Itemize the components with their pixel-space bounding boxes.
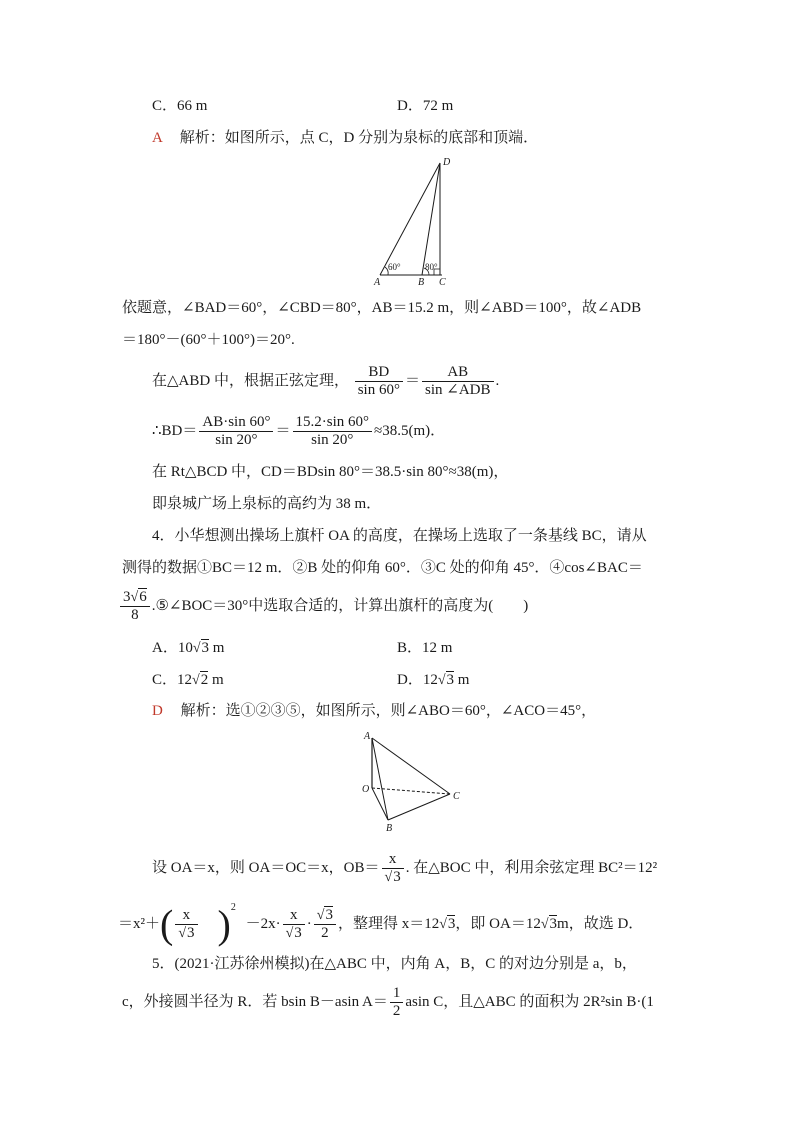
paren-right: ) [217,901,231,947]
paren-left: ( [160,901,174,947]
denominator: sin 20° [215,432,258,449]
option-c: C．66 m [152,98,208,114]
sqrt-sign: √ [178,926,187,942]
sqrt-sign: √ [285,926,294,942]
numerator: BD [355,364,403,382]
radicand: 3 [446,672,455,688]
sine-law-line: 在△ABD 中，根据正弦定理， $\frac{BD}{\sin 60^\circ}$ ＝ $\frac{AB}{\text{sin ∠ADB}}$ . [152,364,500,399]
q5-line-2 [122,982,654,1022]
bd-line: ∴BD＝ $\frac{AB\cdot\sin 60^\circ}{\sin 20^\circ}$ ＝ $\frac{15.2\cdot\sin 60^\circ}{\sin 20^\circ}$ ≈38.5(m)． [152,414,446,449]
denominator: sin 60° [357,382,400,399]
radicand: 3 [187,925,195,942]
set-lead: 设 OA＝x，则 OA＝OC＝x，OB＝ [152,860,380,876]
radicand: 3 [549,916,558,932]
q4-stem-3 [118,586,528,626]
radicand: 3 [325,907,333,924]
q4-option-d [397,670,469,691]
sqrt-sign: √ [130,590,139,606]
denominator: 2 [321,925,329,942]
unit: m [457,672,470,688]
eq-lead: ＝x²＋ [118,916,160,932]
q4-equation-line: ＝x²＋( $\frac{x}{√3}$ )$^2$ －2x· $\frac{x}{√3}$ · $\frac{√3}{2}$ ，整理得 x＝12√3，即 OA＝12√3m，故选 D． [118,901,644,947]
unit: m [211,672,224,688]
sqrt-sign: √ [384,870,393,886]
numerator: x [283,907,305,925]
numerator [314,907,336,925]
denominator: sin 20° [311,432,354,449]
option-label: A．10 [152,640,193,656]
fraction [120,589,150,624]
q5-line-1: 5．(2021·江苏徐州模拟)在△ABC 中，内角 A，B，C 的对边分别是 a，b， [152,956,637,972]
label-B: B [418,277,425,288]
bd-result: ≈38.5(m)． [374,423,446,439]
fraction [382,851,404,886]
conclusion-line: 即泉城广场上泉标的高约为 38 m． [152,496,382,512]
radicand: 3 [393,869,401,886]
q4-option-a [152,638,224,659]
label-C: C [453,791,460,802]
sqrt-sign: √ [540,917,549,932]
label-B: B [386,823,393,834]
coef: 3 [123,589,131,606]
answer-letter: D [152,703,163,719]
option-label: C．12 [152,672,193,688]
fraction [283,907,305,942]
rt-line: 在 Rt△BCD 中，CD＝BDsin 80°＝38.5·sin 80°≈38(m)， [152,464,509,480]
angle-80: 80° [425,262,438,272]
q4-option-c [152,670,224,691]
denominator: sin ∠ADB [425,382,491,399]
analysis-text: ：如图所示，点 C，D 分别为泉标的底部和顶端． [209,130,539,146]
q4-stem-2: 测得的数据①BC＝12 m．②B 处的仰角 60°．③C 处的仰角 45°．④cos∠BAC＝ [122,560,643,576]
label-A: A [374,277,381,288]
eq-tail: m，故选 D． [557,916,644,932]
option-label: D．12 [397,672,438,688]
q4-set-line [152,848,657,888]
denominator [382,869,404,886]
denominator [175,925,197,942]
figure-flagpole-tetrahedron [358,728,468,836]
fraction [175,907,197,942]
numerator: 1 [390,985,404,1003]
analysis-text: ：选①②③⑤，如图所示，则∠ABO＝60°，∠ACO＝45°， [210,703,597,719]
denominator [283,925,305,942]
fraction [390,985,404,1020]
answer-letter: A [152,130,163,146]
eq-tail: ，即 OA＝12 [455,916,541,932]
numerator: AB [422,364,494,382]
bd-lead: ∴BD＝ [152,423,198,439]
given-line-1: 依题意，∠BAD＝60°，∠CBD＝80°，AB＝15.2 m，则∠ABD＝100°，故∠ADB [122,300,642,316]
numerator [120,589,150,607]
analysis-label: 解析 [180,703,211,719]
exponent: 2 [230,902,236,913]
analysis-line [152,128,538,148]
q4-stem-text: .⑤∠BOC＝30°中选取合适的，计算出旗杆的高度为( ) [151,598,529,614]
analysis-label: 解析 [179,130,210,146]
figure-fountain-triangle [370,155,460,290]
fraction [293,414,373,449]
angle-60: 60° [388,262,401,272]
label-C: C [439,277,446,288]
radicand: 3 [447,916,456,932]
q5-text: c，外接圆半径为 R．若 bsin B－asin A＝ [122,994,388,1010]
sine-law-text: 在△ABD 中，根据正弦定理， [152,373,349,389]
sqrt-sign: √ [192,673,200,688]
radicand: 2 [200,672,209,688]
sqrt-sign: √ [316,908,325,924]
q5-text: asin C，且△ABC 的面积为 2R²sin B·(1 [405,994,654,1010]
denominator: 8 [131,607,139,624]
q4-option-b: B．12 m [397,640,453,656]
denominator: 2 [392,1003,401,1020]
numerator: AB·sin 60° [199,414,273,432]
sqrt-sign: √ [192,641,201,656]
q4-analysis-line [152,701,596,721]
option-d: D．72 m [397,98,454,114]
eq-mid: －2x· [245,916,281,932]
fraction [314,907,336,942]
set-tail: . 在△BOC 中，利用余弦定理 BC²＝12² [405,860,658,876]
radicand: 3 [294,925,302,942]
numerator: x [382,851,404,869]
unit: m [212,640,225,656]
numerator: x [175,907,197,925]
label-D: D [443,157,451,168]
label-A: A [364,731,371,742]
numerator: 15.2·sin 60° [293,414,373,432]
radicand: 3 [201,640,210,656]
radicand: 6 [139,589,147,606]
q4-stem-1: 4．小华想测出操场上旗杆 OA 的高度，在操场上选取了一条基线 BC，请从 [152,528,647,544]
sqrt-sign: √ [437,673,446,688]
given-line-2: ＝180°－(60°＋100°)＝20°. [122,332,295,348]
fraction [355,364,403,399]
fraction [199,414,273,449]
fraction [422,364,494,399]
eq-tail: ，整理得 x＝12 [337,916,440,932]
label-O: O [362,784,370,795]
sqrt-sign: √ [439,917,447,932]
